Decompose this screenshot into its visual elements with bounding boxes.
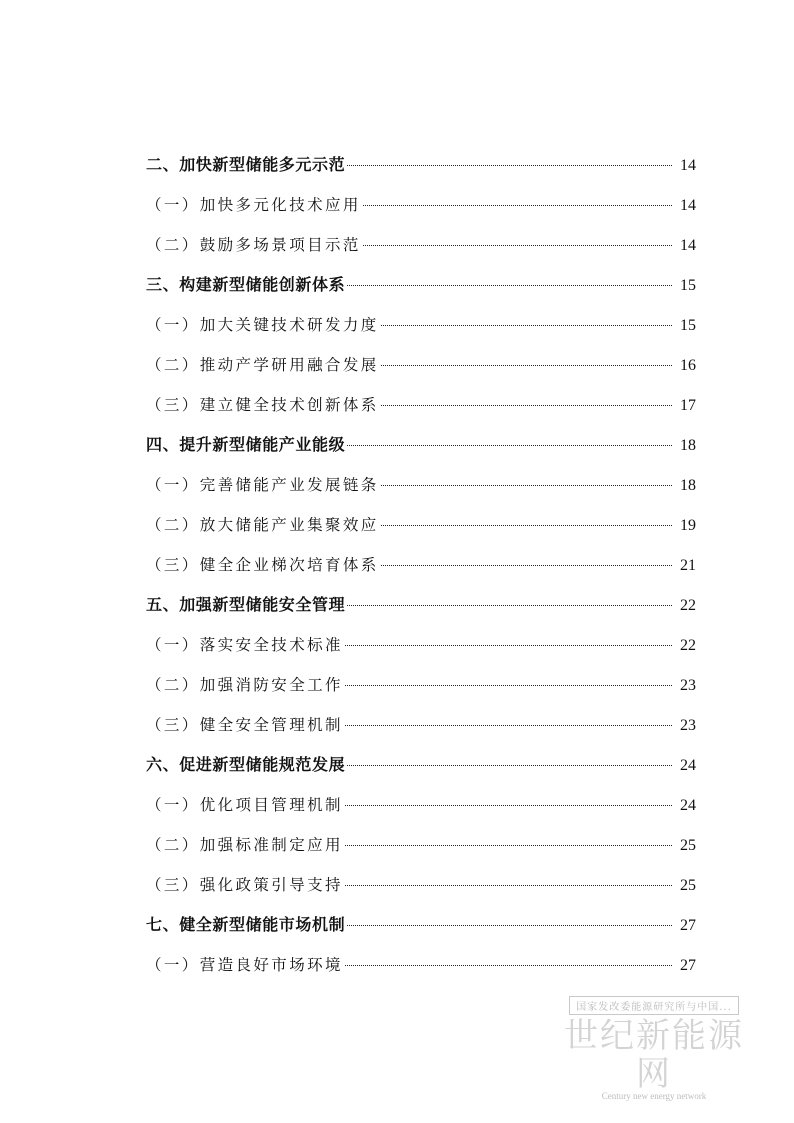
toc-dot-leader (381, 325, 672, 326)
toc-entry-title: （二）鼓励多场景项目示范 (146, 236, 361, 254)
toc-dot-leader (381, 525, 672, 526)
toc-subsection-entry[interactable] (146, 511, 696, 551)
toc-entry-title: 二、加快新型储能多元示范 (146, 155, 346, 174)
toc-dot-leader (347, 165, 672, 166)
toc-dot-leader (345, 805, 672, 806)
toc-entry-title: （三）强化政策引导支持 (146, 876, 343, 894)
toc-dot-leader (345, 845, 672, 846)
toc-subsection-entry[interactable] (146, 711, 696, 751)
toc-section-entry[interactable] (146, 271, 696, 311)
toc-page-number: 14 (680, 157, 696, 174)
toc-dot-leader (347, 925, 672, 926)
toc-subsection-entry[interactable] (146, 871, 696, 911)
toc-page-number: 24 (680, 797, 696, 814)
toc-dot-leader (381, 365, 672, 366)
toc-page-number: 23 (680, 677, 696, 694)
toc-subsection-entry[interactable] (146, 351, 696, 391)
toc-subsection-entry[interactable] (146, 311, 696, 351)
toc-entry-title: （三）健全安全管理机制 (146, 716, 343, 734)
toc-page-number: 14 (680, 197, 696, 214)
toc-page-number: 25 (680, 837, 696, 854)
toc-dot-leader (347, 605, 672, 606)
toc-entry-title: （一）落实安全技术标准 (146, 636, 343, 654)
toc-page-number: 17 (680, 397, 696, 414)
watermark-title: 世纪新能源网 (564, 1016, 744, 1094)
toc-entry-title: （一）完善储能产业发展链条 (146, 476, 379, 494)
toc-entry-title: （一）营造良好市场环境 (146, 956, 343, 974)
toc-dot-leader (347, 765, 672, 766)
toc-subsection-entry[interactable] (146, 671, 696, 711)
toc-page-number: 24 (680, 757, 696, 774)
toc-dot-leader (347, 445, 672, 446)
toc-entry-title: 七、健全新型储能市场机制 (146, 915, 346, 934)
toc-dot-leader (345, 645, 672, 646)
toc-page-number: 27 (680, 917, 696, 934)
toc-entry-title: （一）加快多元化技术应用 (146, 196, 361, 214)
toc-dot-leader (363, 245, 672, 246)
toc-dot-leader (381, 405, 672, 406)
toc-page-number: 21 (680, 557, 696, 574)
toc-entry-title: （二）推动产学研用融合发展 (146, 356, 379, 374)
toc-entry-title: （三）健全企业梯次培育体系 (146, 556, 379, 574)
toc-entry-title: 五、加强新型储能安全管理 (146, 595, 346, 614)
toc-page-number: 23 (680, 717, 696, 734)
toc-entry-title: 三、构建新型储能创新体系 (146, 275, 346, 294)
toc-dot-leader (345, 725, 672, 726)
toc-page-number: 18 (680, 477, 696, 494)
watermark-subtitle: Century new energy network (601, 1091, 707, 1101)
toc-page-number: 15 (680, 277, 696, 294)
toc-subsection-entry[interactable] (146, 831, 696, 871)
toc-subsection-entry[interactable] (146, 551, 696, 591)
toc-subsection-entry[interactable] (146, 231, 696, 271)
toc-dot-leader (347, 285, 672, 286)
toc-entry-title: （一）优化项目管理机制 (146, 796, 343, 814)
toc-page-number: 18 (680, 437, 696, 454)
toc-page-number: 22 (680, 597, 696, 614)
toc-entry-title: （一）加大关键技术研发力度 (146, 316, 379, 334)
table-of-contents (146, 151, 696, 991)
watermark-tagline: 国家发改委能源研究所与中国... (569, 996, 739, 1015)
toc-entry-title: （二）加强消防安全工作 (146, 676, 343, 694)
toc-page-number: 22 (680, 637, 696, 654)
toc-subsection-entry[interactable] (146, 471, 696, 511)
toc-dot-leader (345, 685, 672, 686)
toc-entry-title: 四、提升新型储能产业能级 (146, 435, 346, 454)
toc-section-entry[interactable] (146, 151, 696, 191)
toc-subsection-entry[interactable] (146, 951, 696, 991)
toc-section-entry[interactable] (146, 751, 696, 791)
toc-subsection-entry[interactable] (146, 631, 696, 671)
toc-section-entry[interactable] (146, 431, 696, 471)
toc-page-number: 19 (680, 517, 696, 534)
toc-page-number: 27 (680, 957, 696, 974)
toc-subsection-entry[interactable] (146, 391, 696, 431)
toc-subsection-entry[interactable] (146, 191, 696, 231)
toc-page-number: 14 (680, 237, 696, 254)
toc-entry-title: （三）建立健全技术创新体系 (146, 396, 379, 414)
toc-page-number: 16 (680, 357, 696, 374)
toc-section-entry[interactable] (146, 911, 696, 951)
watermark-logo (554, 995, 754, 1101)
toc-dot-leader (381, 485, 672, 486)
toc-page-number: 15 (680, 317, 696, 334)
toc-entry-title: 六、促进新型储能规范发展 (146, 755, 346, 774)
toc-dot-leader (363, 205, 672, 206)
toc-dot-leader (381, 565, 672, 566)
toc-entry-title: （二）放大储能产业集聚效应 (146, 516, 379, 534)
toc-subsection-entry[interactable] (146, 791, 696, 831)
toc-section-entry[interactable] (146, 591, 696, 631)
toc-dot-leader (345, 965, 672, 966)
toc-entry-title: （二）加强标准制定应用 (146, 836, 343, 854)
toc-page-number: 25 (680, 877, 696, 894)
toc-dot-leader (345, 885, 672, 886)
